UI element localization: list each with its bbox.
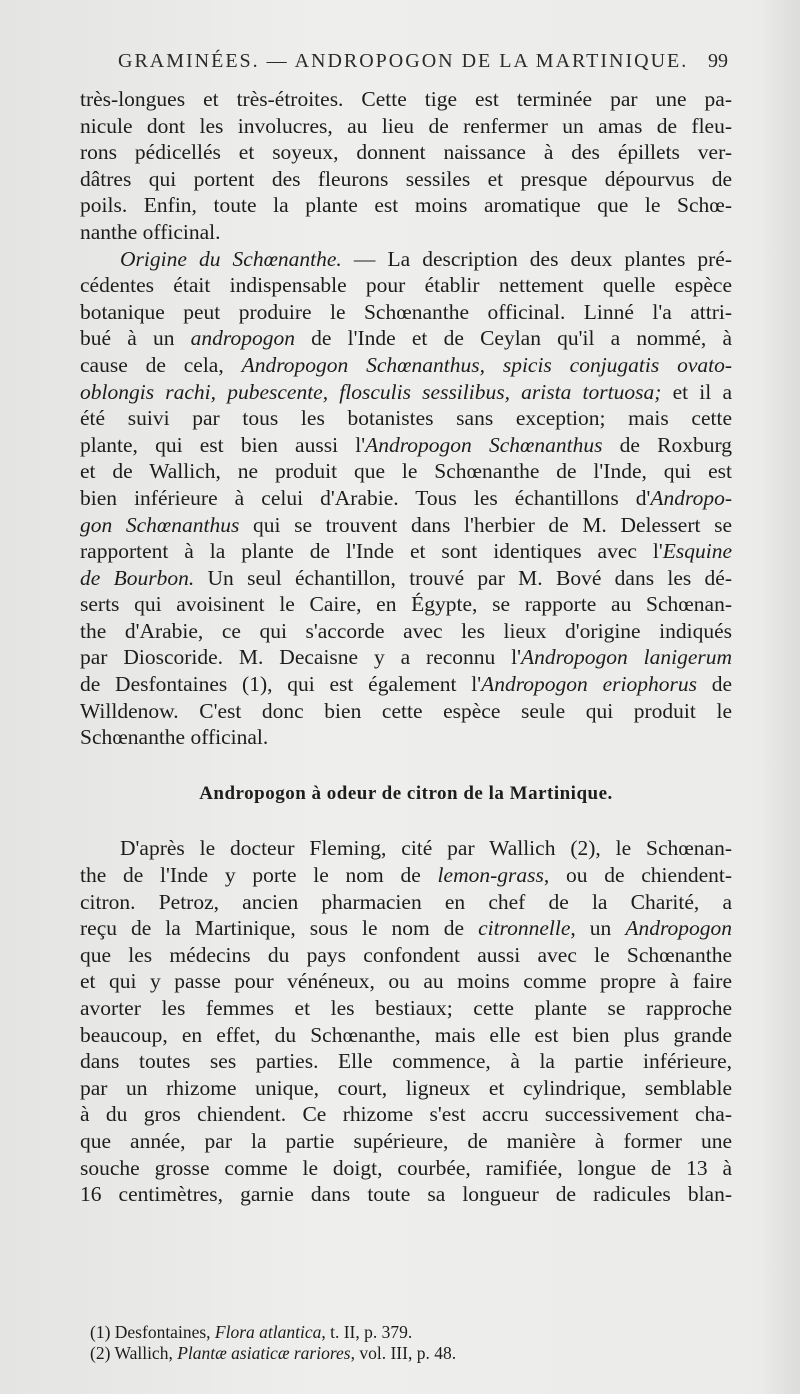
text-line: plante, qui est bien aussi l'Andropogon Schœnanthus de Roxburg <box>80 432 732 457</box>
text-line: oblongis rachi, pubescente, flosculis sessilibus, arista tortuosa; et il a <box>80 379 732 404</box>
text-line: Origine du Schœnanthe. — La description des deux plantes pré- <box>120 246 732 271</box>
text-line: avorter les femmes et les bestiaux; cette plante se rapproche <box>80 996 732 1020</box>
text-line: the de l'Inde y porte le nom de lemon-grass, ou de chiendent- <box>80 863 732 888</box>
text-line: 16 centimètres, garnie dans toute sa longueur de radicules blan- <box>80 1182 732 1207</box>
text-line: très-longues et très-étroites. Cette tige est terminée par une pa- <box>80 87 732 111</box>
text-line: cédentes était indispensable pour établir nettement quelle espèce <box>80 273 732 298</box>
page-number: 99 <box>708 50 728 72</box>
footnote-2: (2) Wallich, Plantæ asiaticæ rariores, vol. III, p. 48. <box>90 1343 457 1363</box>
text-line: rons pédicellés et soyeux, donnent naissance à des épillets ver- <box>80 140 732 165</box>
text-line: dans toutes ses parties. Elle commence, à la partie inférieure, <box>80 1049 732 1074</box>
text-line: poils. Enfin, toute la plante est moins aromatique que le Schœ- <box>80 193 732 218</box>
text-line: Willdenow. C'est donc bien cette espèce seule qui produit le <box>80 698 732 723</box>
text-line: gon Schœnanthus qui se trouvent dans l'herbier de M. Delessert se <box>80 512 732 537</box>
text-line: été suivi par tous les botanistes sans exception; mais cette <box>80 406 732 431</box>
text-line: et qui y passe pour vénéneux, ou au moins comme propre à faire <box>80 969 732 994</box>
text-line: bué à un andropogon de l'Inde et de Ceylan qu'il a nommé, à <box>80 326 732 351</box>
text-line: nicule dont les involucres, au lieu de renfermer un amas de fleu- <box>80 113 732 138</box>
text-line: serts qui avoisinent le Caire, en Égypte, se rapporte au Schœnan- <box>80 592 732 617</box>
text-line: que année, par la partie supérieure, de manière à former une <box>80 1128 732 1153</box>
text-line: de Bourbon. Un seul échantillon, trouvé par M. Bové dans les dé- <box>80 565 732 590</box>
text-line: et de Wallich, ne produit que le Schœnanthe de l'Inde, qui est <box>80 459 732 484</box>
text-line: nanthe officinal. <box>80 219 221 244</box>
text-line: botanique peut produire le Schœnanthe officinal. Linné l'a attri- <box>80 299 732 324</box>
text-line: rapportent à la plante de l'Inde et sont identiques avec l'Esquine <box>80 539 732 564</box>
text-line: de Desfontaines (1), qui est également l'Andropogon eriophorus de <box>80 672 733 697</box>
section-heading: Andropogon à odeur de citron de la Martinique. <box>199 782 613 804</box>
footnote-1: (1) Desfontaines, Flora atlantica, t. II, p. 379. <box>90 1322 413 1342</box>
text-line: bien inférieure à celui d'Arabie. Tous les échantillons d'Andropo- <box>80 485 732 510</box>
text-line: à du gros chiendent. Ce rhizome s'est accru successivement cha- <box>80 1102 732 1127</box>
text-line: cause de cela, Andropogon Schœnanthus, spicis conjugatis ovato- <box>80 352 733 377</box>
text-line: D'après le docteur Fleming, cité par Wallich (2), le Schœnan- <box>120 836 732 861</box>
text-line: citron. Petroz, ancien pharmacien en chef de la Charité, a <box>80 889 732 914</box>
text-line: par un rhizome unique, court, ligneux et cylindrique, semblable <box>80 1075 732 1100</box>
text-line: souche grosse comme le doigt, courbée, ramifiée, longue de 13 à <box>80 1155 732 1180</box>
paragraph-heading: Origine du Schœnanthe. <box>120 246 342 271</box>
running-title: GRAMINÉES. — ANDROPOGON DE LA MARTINIQUE. <box>118 50 689 72</box>
page-body <box>80 86 732 1208</box>
text-line: par Dioscoride. M. Decaisne y a reconnu l'Andropogon lanigerum <box>80 645 733 670</box>
running-header <box>118 50 728 73</box>
text-line: reçu de la Martinique, sous le nom de citronnelle, un Andropogon <box>80 916 733 941</box>
text-line: que les médecins du pays confondent aussi avec le Schœnanthe <box>80 942 732 967</box>
page-gutter-shadow <box>760 0 800 1394</box>
text-line: beaucoup, en effet, du Schœnanthe, mais elle est bien plus grande <box>80 1022 732 1047</box>
text-line: Schœnanthe officinal. <box>80 725 269 750</box>
text-line: dâtres qui portent des fleurons sessiles et presque dépourvus de <box>80 166 732 191</box>
footnotes <box>90 1322 730 1364</box>
text-line: the d'Arabie, ce qui s'accorde avec les lieux d'origine indiqués <box>80 618 732 643</box>
